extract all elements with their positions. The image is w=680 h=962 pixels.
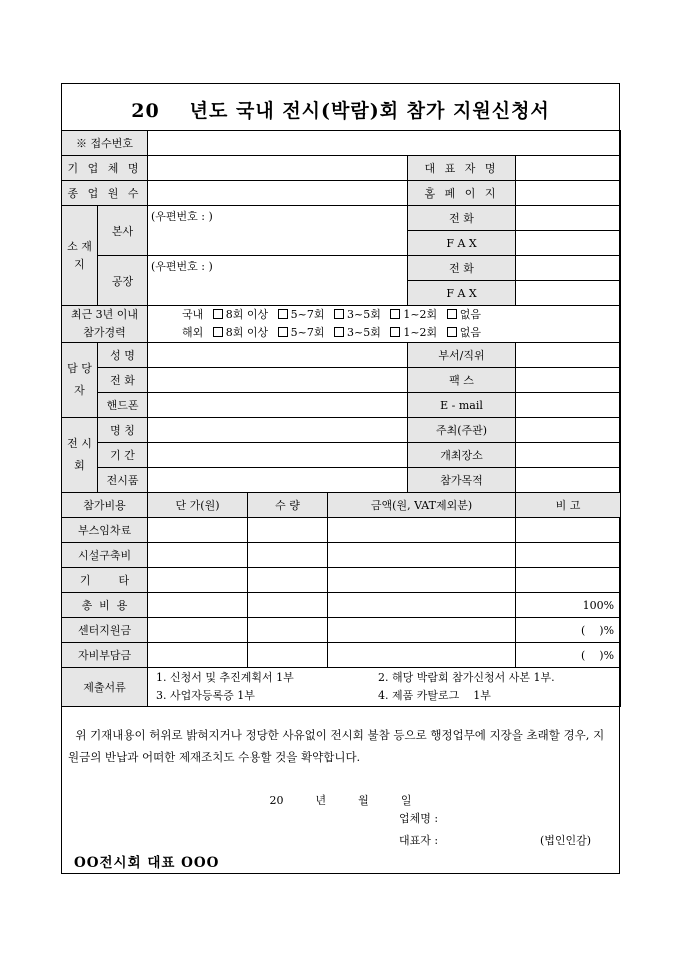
exhibition-purpose-label: 참가목적: [408, 468, 516, 493]
manager-name-field[interactable]: [148, 343, 408, 368]
exhibition-purpose-field[interactable]: [516, 468, 621, 493]
manager-label: 담 당 자: [62, 343, 98, 418]
documents-list: [148, 668, 621, 707]
option-8plus: 8회 이상: [225, 326, 269, 339]
company-name-label: 기 업 체 명: [62, 156, 148, 181]
exhibition-venue-field[interactable]: [516, 443, 621, 468]
cost-row-label: 총 비 용: [62, 593, 148, 618]
cost-row-label: 시설구축비: [62, 543, 148, 568]
quantity-cell[interactable]: [248, 543, 328, 568]
checkbox-domestic-3to5[interactable]: [334, 309, 344, 319]
checkbox-overseas-5to7[interactable]: [278, 327, 288, 337]
manager-email-field[interactable]: [516, 393, 621, 418]
checkbox-domestic-none[interactable]: [447, 309, 457, 319]
option-3to5: 3~5회: [347, 326, 381, 339]
head-office-address-field[interactable]: (우편번호 : ): [148, 206, 408, 256]
cost-row: [62, 568, 621, 593]
checkbox-domestic-8plus[interactable]: [213, 309, 223, 319]
option-none: 없음: [459, 308, 481, 321]
amount-cell[interactable]: [328, 543, 516, 568]
checkbox-overseas-none[interactable]: [447, 327, 457, 337]
amount-cell[interactable]: [328, 643, 516, 668]
pledge-text: 위 기재내용이 허위로 밝혀지거나 정당한 사유없이 전시회 불참 등으로 행정업무에 지장을 초래할 경우, 지원금의 반납과 어떠한 제재조치도 수용할 것을 확약합니다.: [68, 728, 605, 764]
option-1to2: 1~2회: [403, 326, 438, 339]
cost-header-quantity: 수 량: [248, 493, 328, 518]
option-3to5: 3~5회: [347, 308, 381, 321]
cost-row-label: 센터지원금: [62, 618, 148, 643]
cost-row-label: 부스임차료: [62, 518, 148, 543]
quantity-cell[interactable]: [248, 593, 328, 618]
unit-price-cell[interactable]: [148, 568, 248, 593]
option-8plus: 8회 이상: [225, 308, 269, 321]
date-year: 20: [269, 794, 284, 807]
factory-label: 공장: [98, 256, 148, 306]
cost-header-category: 참가비용: [62, 493, 148, 518]
cost-row-label: 기 타: [62, 568, 148, 593]
pledge-statement: [62, 724, 619, 768]
date-day: 일: [400, 794, 412, 807]
homepage-label: 홈 페 이 지: [408, 181, 516, 206]
date-year-suffix: 년: [315, 794, 327, 807]
head-office-phone-label: 전 화: [408, 206, 516, 231]
domestic-label: 국내: [182, 308, 204, 321]
overseas-experience-row: [182, 324, 617, 342]
signature-seal: (법인인감): [540, 834, 592, 847]
manager-dept-field[interactable]: [516, 343, 621, 368]
cost-row: [62, 643, 621, 668]
representative-label: 대 표 자 명: [408, 156, 516, 181]
document-item: 1. 신청서 및 추진계획서 1부: [156, 671, 294, 684]
quantity-cell[interactable]: [248, 643, 328, 668]
exhibition-venue-label: 개최장소: [408, 443, 516, 468]
cost-row: [62, 543, 621, 568]
exhibition-organizer-field[interactable]: [516, 418, 621, 443]
checkbox-domestic-5to7[interactable]: [278, 309, 288, 319]
checkbox-overseas-3to5[interactable]: [334, 327, 344, 337]
quantity-cell[interactable]: [248, 568, 328, 593]
head-office-label: 본사: [98, 206, 148, 256]
homepage-field[interactable]: [516, 181, 621, 206]
factory-fax-label: F A X: [408, 281, 516, 306]
amount-cell[interactable]: [328, 593, 516, 618]
employees-field[interactable]: [148, 181, 408, 206]
cost-header-amount: 금액(원, VAT제외분): [328, 493, 516, 518]
document-item: 2. 해당 박람회 참가신청서 사본 1부.: [378, 671, 555, 684]
cost-row: [62, 518, 621, 543]
signature-representative: 대표자 :: [399, 834, 439, 847]
note-cell[interactable]: [516, 543, 621, 568]
quantity-cell[interactable]: [248, 618, 328, 643]
manager-fax-field[interactable]: [516, 368, 621, 393]
note-cell[interactable]: [516, 568, 621, 593]
cost-row: [62, 593, 621, 618]
option-5to7: 5~7회: [290, 308, 325, 321]
cost-row-label: 자비부담금: [62, 643, 148, 668]
manager-phone-field[interactable]: [148, 368, 408, 393]
head-office-phone-field[interactable]: [516, 206, 621, 231]
employees-label: 종 업 원 수: [62, 181, 148, 206]
option-5to7: 5~7회: [290, 326, 325, 339]
application-form: [61, 83, 620, 874]
manager-fax-label: 팩 스: [408, 368, 516, 393]
exhibition-label: 전 시 회: [62, 418, 98, 493]
head-office-fax-label: F A X: [408, 231, 516, 256]
exhibition-organizer-label: 주최(주관): [408, 418, 516, 443]
checkbox-overseas-8plus[interactable]: [213, 327, 223, 337]
exhibition-period-label: 기 간: [98, 443, 148, 468]
manager-dept-label: 부서/직위: [408, 343, 516, 368]
exhibition-items-label: 전시품: [98, 468, 148, 493]
signature-company: 업체명 :: [399, 812, 439, 825]
factory-phone-field[interactable]: [516, 256, 621, 281]
title-year: 20: [131, 100, 160, 122]
experience-label-line1: 최근 3년 이내: [70, 308, 139, 321]
date-month: 월: [358, 794, 369, 807]
cost-row: [62, 618, 621, 643]
document-item: 4. 제품 카탈로그 1부: [378, 689, 491, 702]
date-line: [62, 792, 619, 808]
form-title: [62, 92, 619, 130]
exhibition-title-field[interactable]: [148, 418, 408, 443]
experience-label: [62, 306, 148, 343]
factory-address-field[interactable]: (우편번호 : ): [148, 256, 408, 306]
unit-price-cell[interactable]: [148, 618, 248, 643]
title-text: 년도 국내 전시(박람)회 참가 지원신청서: [189, 100, 550, 122]
cost-header-note: 비 고: [516, 493, 621, 518]
checkbox-domestic-1to2[interactable]: [390, 309, 400, 319]
exhibition-title-label: 명 칭: [98, 418, 148, 443]
amount-cell[interactable]: [328, 518, 516, 543]
unit-price-cell[interactable]: [148, 543, 248, 568]
receipt-no-field[interactable]: [148, 131, 621, 156]
exhibition-items-field[interactable]: [148, 468, 408, 493]
note-cell[interactable]: [516, 518, 621, 543]
document-item: 3. 사업자등록증 1부: [156, 689, 255, 702]
option-none: 없음: [459, 326, 481, 339]
manager-mobile-field[interactable]: [148, 393, 408, 418]
experience-options: [148, 306, 621, 343]
domestic-experience-row: [182, 306, 617, 324]
manager-mobile-label: 핸드폰: [98, 393, 148, 418]
unit-price-cell[interactable]: [148, 643, 248, 668]
option-1to2: 1~2회: [403, 308, 438, 321]
overseas-label: 해외: [182, 326, 204, 339]
note-cell[interactable]: ( )%: [516, 643, 621, 668]
addressee: OO전시회 대표 OOO: [74, 855, 220, 871]
note-cell[interactable]: ( )%: [516, 618, 621, 643]
documents-label: 제출서류: [62, 668, 148, 707]
location-label: 소 재 지: [62, 206, 98, 306]
amount-cell[interactable]: [328, 618, 516, 643]
quantity-cell[interactable]: [248, 518, 328, 543]
factory-fax-field[interactable]: [516, 281, 621, 306]
factory-phone-label: 전 화: [408, 256, 516, 281]
company-name-field[interactable]: [148, 156, 408, 181]
note-cell[interactable]: 100%: [516, 593, 621, 618]
exhibition-period-field[interactable]: [148, 443, 408, 468]
amount-cell[interactable]: [328, 568, 516, 593]
manager-email-label: E - mail: [408, 393, 516, 418]
checkbox-overseas-1to2[interactable]: [390, 327, 400, 337]
manager-name-label: 성 명: [98, 343, 148, 368]
form-table: [61, 130, 621, 707]
unit-price-cell[interactable]: [148, 593, 248, 618]
receipt-no-label: ※ 접수번호: [62, 131, 148, 156]
manager-phone-label: 전 화: [98, 368, 148, 393]
representative-field[interactable]: [516, 156, 621, 181]
head-office-fax-field[interactable]: [516, 231, 621, 256]
unit-price-cell[interactable]: [148, 518, 248, 543]
cost-header-unit-price: 단 가(원): [148, 493, 248, 518]
experience-label-line2: 참가경력: [83, 326, 126, 339]
